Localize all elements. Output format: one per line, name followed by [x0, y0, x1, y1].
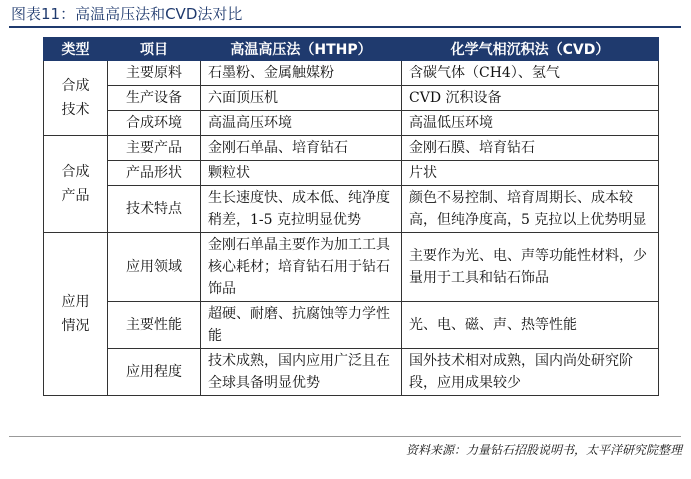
category-synthesis-tech: [44, 61, 108, 136]
table-row: [44, 111, 659, 136]
category-application: [44, 233, 108, 396]
header-hthp: 高温高压法（HTHP）: [201, 38, 402, 61]
cvd-cell: 光、电、磁、声、热等性能: [402, 302, 659, 349]
table-row: [44, 86, 659, 111]
table-row: [44, 161, 659, 186]
comparison-table: [43, 37, 659, 396]
cvd-cell: 含碳气体（CH4）、氢气: [402, 61, 659, 86]
hthp-cell: 高温高压环境: [201, 111, 402, 136]
cvd-cell: 国外技术相对成熟，国内尚处研究阶段，应用成果较少: [402, 349, 659, 396]
figure-title: 图表11：高温高压法和CVD法对比: [11, 5, 243, 23]
figure-title-bar: [9, 0, 681, 28]
item-label: 产品形状: [108, 161, 201, 186]
category-label: 应用情况: [61, 294, 90, 334]
hthp-cell: 金刚石单晶主要作为加工工具核心耗材；培育钻石用于钻石饰品: [201, 233, 402, 302]
item-label: 技术特点: [108, 186, 201, 233]
header-cvd: 化学气相沉积法（CVD）: [402, 38, 659, 61]
hthp-cell: 颗粒状: [201, 161, 402, 186]
table-row: [44, 302, 659, 349]
hthp-cell: 技术成熟，国内应用广泛且在全球具备明显优势: [201, 349, 402, 396]
table-row: [44, 186, 659, 233]
item-label: 主要性能: [108, 302, 201, 349]
hthp-cell: 生长速度快、成本低、纯净度稍差，1-5 克拉明显优势: [201, 186, 402, 233]
table-row: [44, 61, 659, 86]
cvd-cell: 主要作为光、电、声等功能性材料，少量用于工具和钻石饰品: [402, 233, 659, 302]
item-label: 应用程度: [108, 349, 201, 396]
category-label: 合成技术: [61, 78, 90, 118]
item-label: 主要原料: [108, 61, 201, 86]
hthp-cell: 超硬、耐磨、抗腐蚀等力学性能: [201, 302, 402, 349]
footer-divider: [9, 436, 681, 437]
source-note: 资料来源：力量钻石招股说明书，太平洋研究院整理: [405, 443, 682, 457]
cvd-cell: 高温低压环境: [402, 111, 659, 136]
header-item: 项目: [108, 38, 201, 61]
hthp-cell: 石墨粉、金属触媒粉: [201, 61, 402, 86]
item-label: 合成环境: [108, 111, 201, 136]
cvd-cell: 颜色不易控制、培育周期长、成本较高，但纯净度高，5 克拉以上优势明显: [402, 186, 659, 233]
hthp-cell: 金刚石单晶、培育钻石: [201, 136, 402, 161]
cvd-cell: 片状: [402, 161, 659, 186]
table-row: [44, 349, 659, 396]
header-type: 类型: [44, 38, 108, 61]
table-row: [44, 233, 659, 302]
item-label: 应用领域: [108, 233, 201, 302]
table-row: [44, 136, 659, 161]
category-synthesis-product: [44, 136, 108, 233]
hthp-cell: 六面顶压机: [201, 86, 402, 111]
table-header-row: [44, 38, 659, 61]
cvd-cell: CVD 沉积设备: [402, 86, 659, 111]
item-label: 主要产品: [108, 136, 201, 161]
cvd-cell: 金刚石膜、培育钻石: [402, 136, 659, 161]
category-label: 合成产品: [61, 164, 90, 204]
item-label: 生产设备: [108, 86, 201, 111]
